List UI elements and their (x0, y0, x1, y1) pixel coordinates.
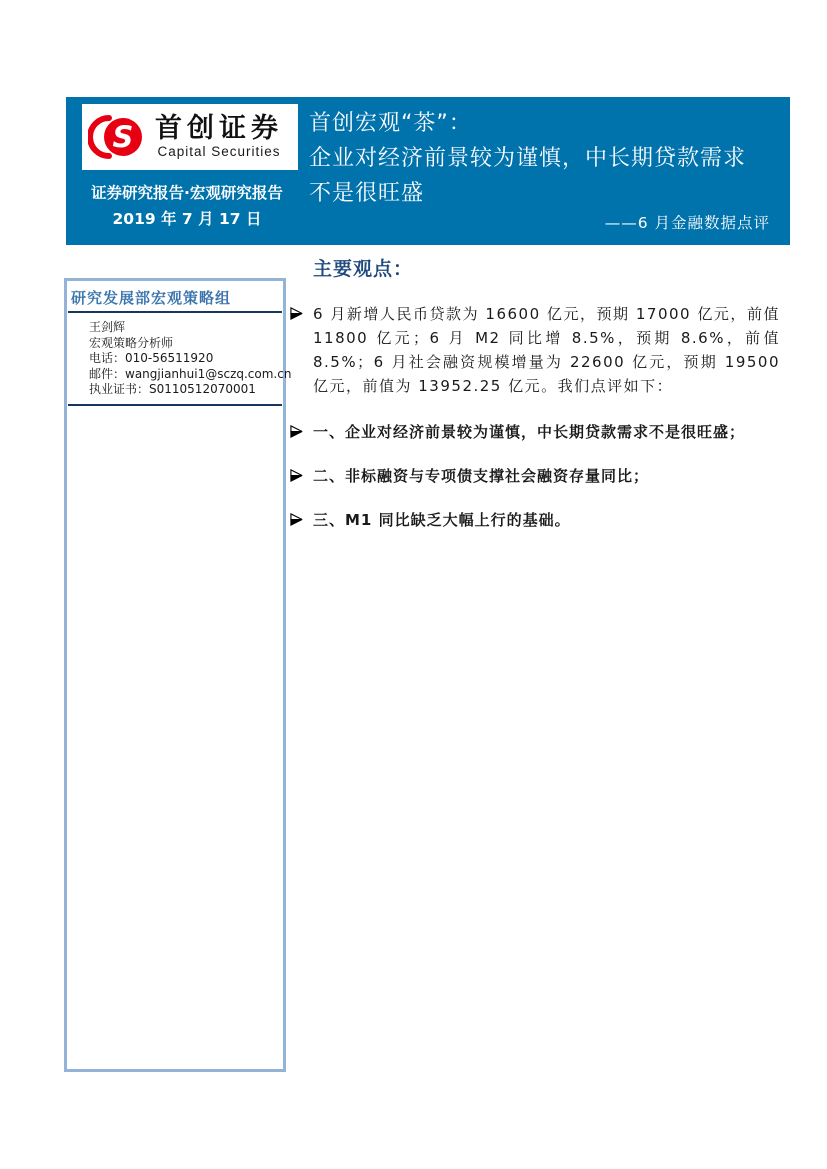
brand-name (146, 114, 292, 160)
brand-name-en: Capital Securities (157, 144, 281, 159)
analyst-phone (89, 351, 279, 367)
summary-text: 6 月新增人民币贷款为 16600 亿元，预期 17000 亿元，前值 11800 亿元；6 月 M2 同比增 8.5%，预期 8.6%，前值 8.5%；6 月社会融资规模增量为 22600 亿元，预期 19500 亿元，前值为 13952.25 亿元。我们点评如下： (313, 305, 780, 395)
bullet-arrow-icon (290, 302, 313, 320)
report-date: 2019 年 7 月 17 日 (112, 210, 262, 228)
analyst-license (89, 382, 279, 398)
report-title-block (309, 106, 779, 211)
license-value: S0110512070001 (149, 382, 256, 396)
capital-securities-logo-icon (88, 112, 146, 162)
point-3 (290, 508, 780, 532)
phone-value: 010-56511920 (125, 351, 214, 365)
analyst-email (89, 366, 292, 383)
point-2-text: 二、非标融资与专项债支撑社会融资存量同比； (313, 467, 650, 485)
brand-name-cn: 首创证券 (155, 113, 283, 144)
email-label: 邮件： (89, 366, 126, 381)
bullet-arrow-icon (290, 420, 313, 438)
divider-bottom (68, 404, 282, 406)
analyst-details (67, 313, 292, 404)
series-title: 首创宏观“茶”： (309, 111, 472, 136)
main-heading: 主要观点： (313, 258, 414, 280)
email-value: wangjianhui1@sczq.com.cn (125, 366, 292, 381)
point-3-text: 三、M1 同比缺乏大幅上行的基础。 (313, 511, 571, 529)
header-band (66, 97, 790, 245)
report-subtitle: ——6 月金融数据点评 (604, 214, 770, 232)
summary-bullet (290, 302, 780, 398)
department-title: 研究发展部宏观策略组 (71, 289, 232, 307)
analyst-name: 王剑辉 (89, 320, 126, 334)
analyst-info-box (64, 278, 292, 1072)
point-1 (290, 420, 780, 444)
svg-text:S: S (112, 120, 134, 154)
analyst-role: 宏观策略分析师 (89, 335, 174, 350)
main-content (290, 254, 780, 552)
report-type-label: 证券研究报告·宏观研究报告 (91, 184, 283, 202)
bullet-arrow-icon (290, 508, 313, 526)
point-2 (290, 464, 780, 488)
point-1-text: 一、企业对经济前景较为谨慎，中长期贷款需求不是很旺盛； (313, 423, 746, 441)
report-title-line2: 不是很旺盛 (309, 181, 425, 206)
license-label: 执业证书： (89, 382, 150, 396)
bullet-arrow-icon (290, 464, 313, 482)
report-title-line1: 企业对经济前景较为谨慎，中长期贷款需求 (309, 146, 747, 171)
phone-label: 电话： (89, 351, 126, 365)
brand-logo (82, 104, 298, 170)
